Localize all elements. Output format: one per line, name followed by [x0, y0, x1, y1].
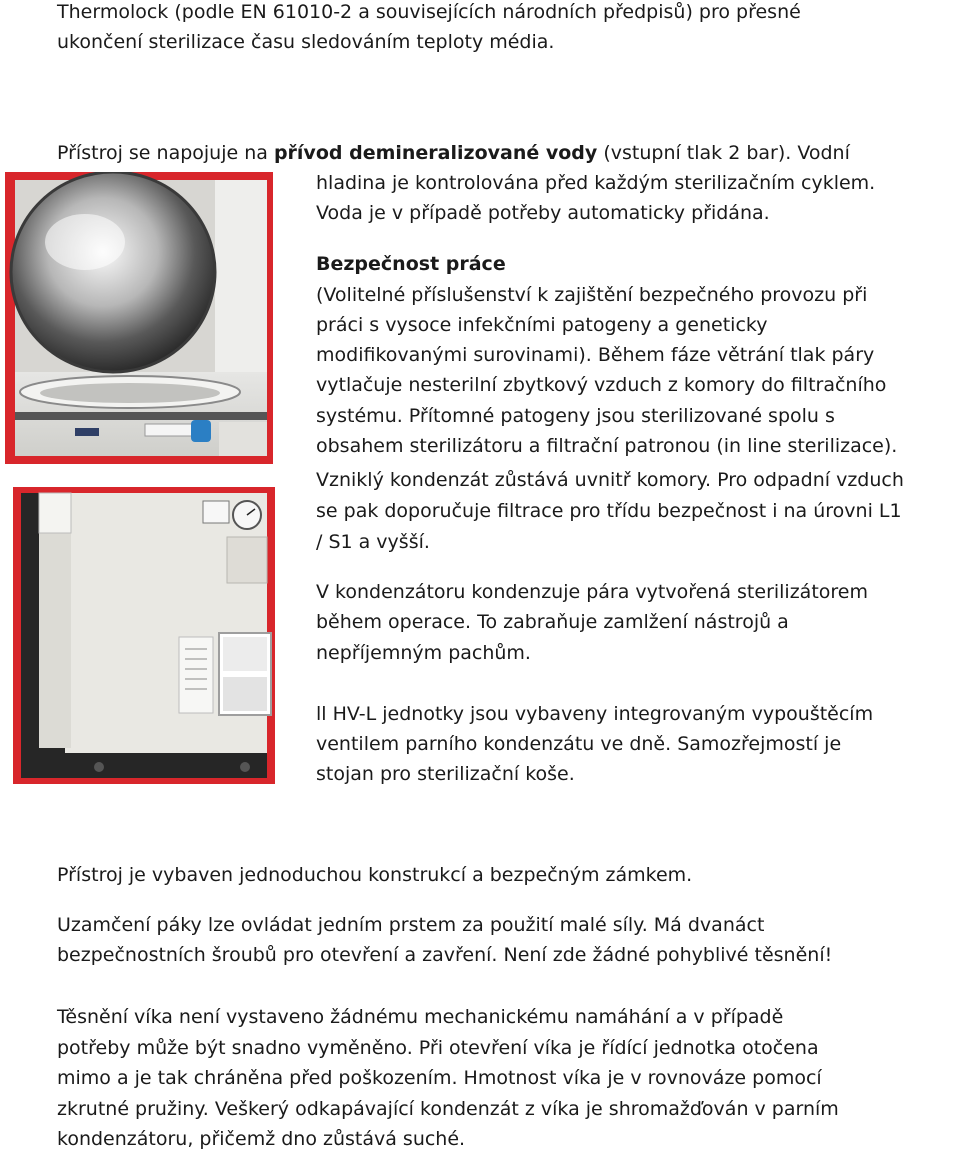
autoclave-open-photo — [5, 172, 273, 464]
hvl-line-2: ventilem parního kondenzátu ve dně. Samozřejmostí je — [316, 733, 842, 755]
seal-line-1: Těsnění víka není vystaveno žádnému mechanickému namáhání a v případě — [57, 1006, 784, 1028]
condenser-line-2: během operace. To zabraňuje zamlžení nástrojů a — [316, 611, 789, 633]
water-line-1 — [57, 141, 850, 165]
hvl-line-3: stojan pro sterilizační koše. — [316, 763, 575, 785]
intro-line-2: ukončení sterilizace času sledováním teploty média. — [57, 31, 555, 53]
autoclave-cabinet-photo — [13, 487, 275, 784]
safety-line-3: modifikovanými surovinami). Během fáze větrání tlak páry — [316, 344, 875, 366]
water-prefix: Přístroj se napojuje na — [57, 142, 274, 164]
safety-line-4: vytlačuje nesterilní zbytkový vzduch z komory do filtračního — [316, 374, 887, 396]
safety-line-9: / S1 a vyšší. — [316, 531, 430, 553]
hvl-line-1: ll HV-L jednotky jsou vybaveny integrovaným vypouštěcím — [316, 703, 874, 725]
safety-line-2: práci s vysoce infekčními patogeny a geneticky — [316, 314, 768, 336]
safety-line-6: obsahem sterilizátoru a filtrační patronou (in line sterilizace). — [316, 435, 898, 457]
water-suffix: (vstupní tlak 2 bar). Vodní — [597, 142, 850, 164]
lever-line-1: Uzamčení páky lze ovládat jedním prstem za použití malé síly. Má dvanáct — [57, 914, 765, 936]
water-line-3: Voda je v případě potřeby automaticky přidána. — [316, 202, 770, 224]
water-bold: přívod demineralizované vody — [273, 142, 598, 164]
water-line-2: hladina je kontrolována před každým sterilizačním cyklem. — [316, 172, 876, 194]
condenser-line-1: V kondenzátoru kondenzuje pára vytvořená sterilizátorem — [316, 581, 868, 603]
construction-line-1: Přístroj je vybaven jednoduchou konstrukcí a bezpečným zámkem. — [57, 864, 693, 886]
lever-line-2: bezpečnostních šroubů pro otevření a zavření. Není zde žádné pohyblivé těsnění! — [57, 944, 833, 966]
safety-heading: Bezpečnost práce — [316, 253, 506, 275]
safety-line-7: Vzniklý kondenzát zůstává uvnitř komory. Pro odpadní vzduch — [316, 469, 904, 491]
safety-line-8: se pak doporučuje filtrace pro třídu bezpečnost i na úrovni L1 — [316, 500, 902, 522]
seal-line-4: zkrutné pružiny. Veškerý odkapávající kondenzát z víka je shromažďován v parním — [57, 1098, 839, 1120]
intro-line-1: Thermolock (podle EN 61010-2 a souvisejících národních předpisů) pro přesné — [57, 1, 801, 23]
safety-line-5: systému. Přítomné patogeny jsou sterilizované spolu s — [316, 405, 835, 427]
seal-line-5: kondenzátoru, přičemž dno zůstává suché. — [57, 1128, 466, 1150]
seal-line-2: potřeby může být snadno vyměněno. Při otevření víka je řídící jednotka otočena — [57, 1037, 819, 1059]
condenser-line-3: nepříjemným pachům. — [316, 642, 531, 664]
seal-line-3: mimo a je tak chráněna před poškozením. Hmotnost víka je v rovnováze pomocí — [57, 1067, 822, 1089]
safety-line-1: (Volitelné příslušenství k zajištění bezpečného provozu při — [316, 284, 868, 306]
